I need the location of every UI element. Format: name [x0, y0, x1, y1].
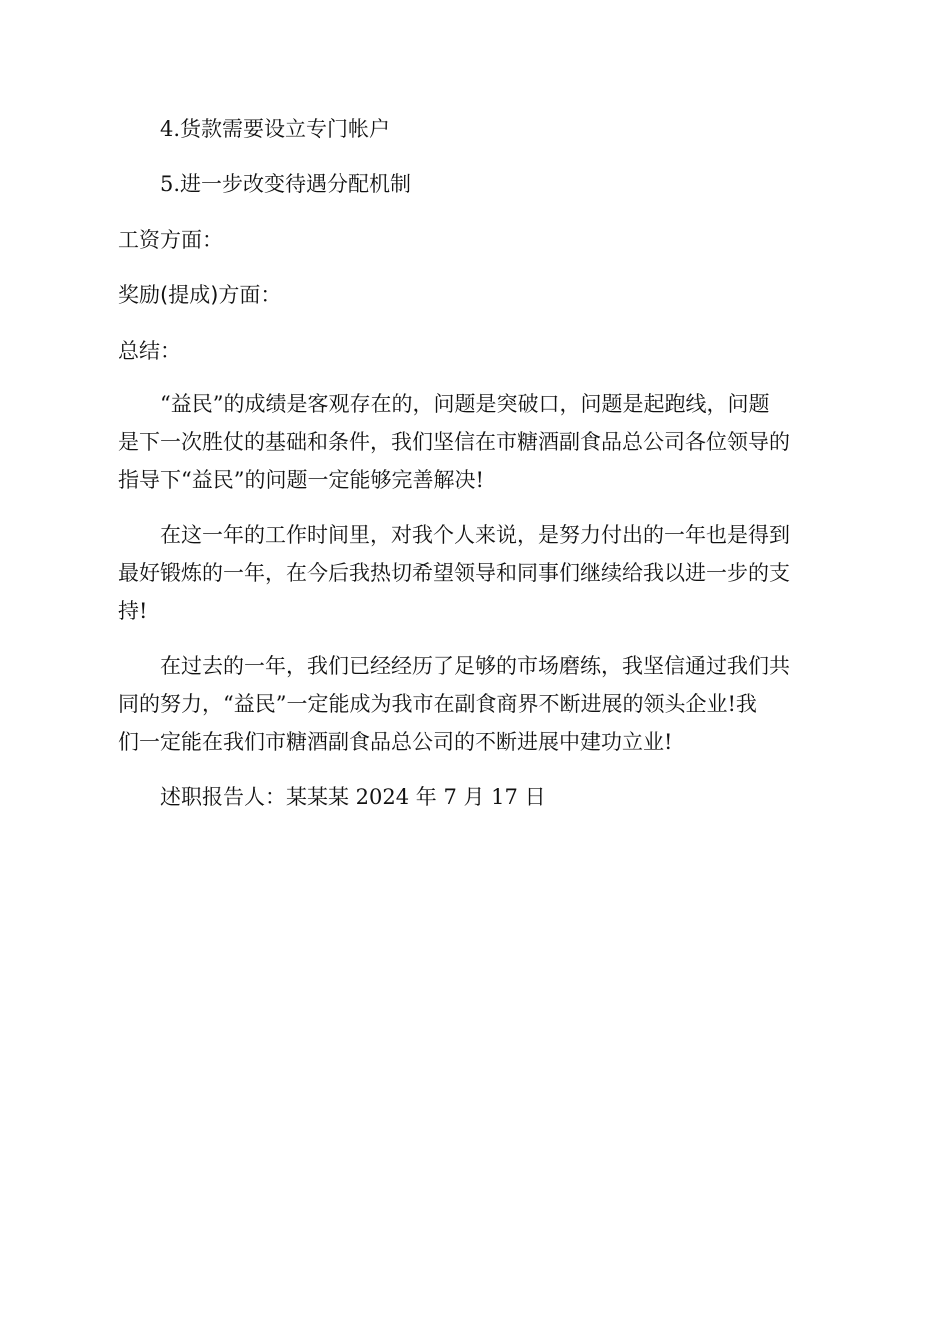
heading-summary: 总结：	[118, 339, 181, 363]
heading-reward: 奖励(提成)方面：	[118, 283, 282, 307]
paragraph-3-line-1: 在过去的一年，我们已经经历了足够的市场磨练，我坚信通过我们共	[160, 654, 790, 678]
paragraph-2-line-3: 持!	[118, 599, 148, 623]
heading-salary: 工资方面：	[118, 228, 223, 252]
paragraph-2-line-1: 在这一年的工作时间里，对我个人来说，是努力付出的一年也是得到	[160, 523, 790, 547]
paragraph-3-line-3: 们一定能在我们市糖酒副食品总公司的不断进展中建功立业!	[118, 730, 673, 754]
signature-line: 述职报告人：某某某 2024 年 7 月 17 日	[160, 785, 546, 809]
paragraph-2-line-2: 最好锻炼的一年，在今后我热切希望领导和同事们继续给我以进一步的支	[118, 561, 790, 585]
paragraph-3-line-2: 同的努力，“益民”一定能成为我市在副食商界不断进展的领头企业!我	[118, 692, 757, 716]
paragraph-1-line-2: 是下一次胜仗的基础和条件，我们坚信在市糖酒副食品总公司各位领导的	[118, 430, 790, 454]
list-item-5: 5.进一步改变待遇分配机制	[160, 172, 412, 196]
paragraph-1-line-3: 指导下“益民”的问题一定能够完善解决!	[118, 468, 484, 492]
list-item-4: 4.货款需要设立专门帐户	[160, 117, 391, 141]
paragraph-1-line-1: “益民”的成绩是客观存在的，问题是突破口，问题是起跑线，问题	[160, 392, 770, 416]
